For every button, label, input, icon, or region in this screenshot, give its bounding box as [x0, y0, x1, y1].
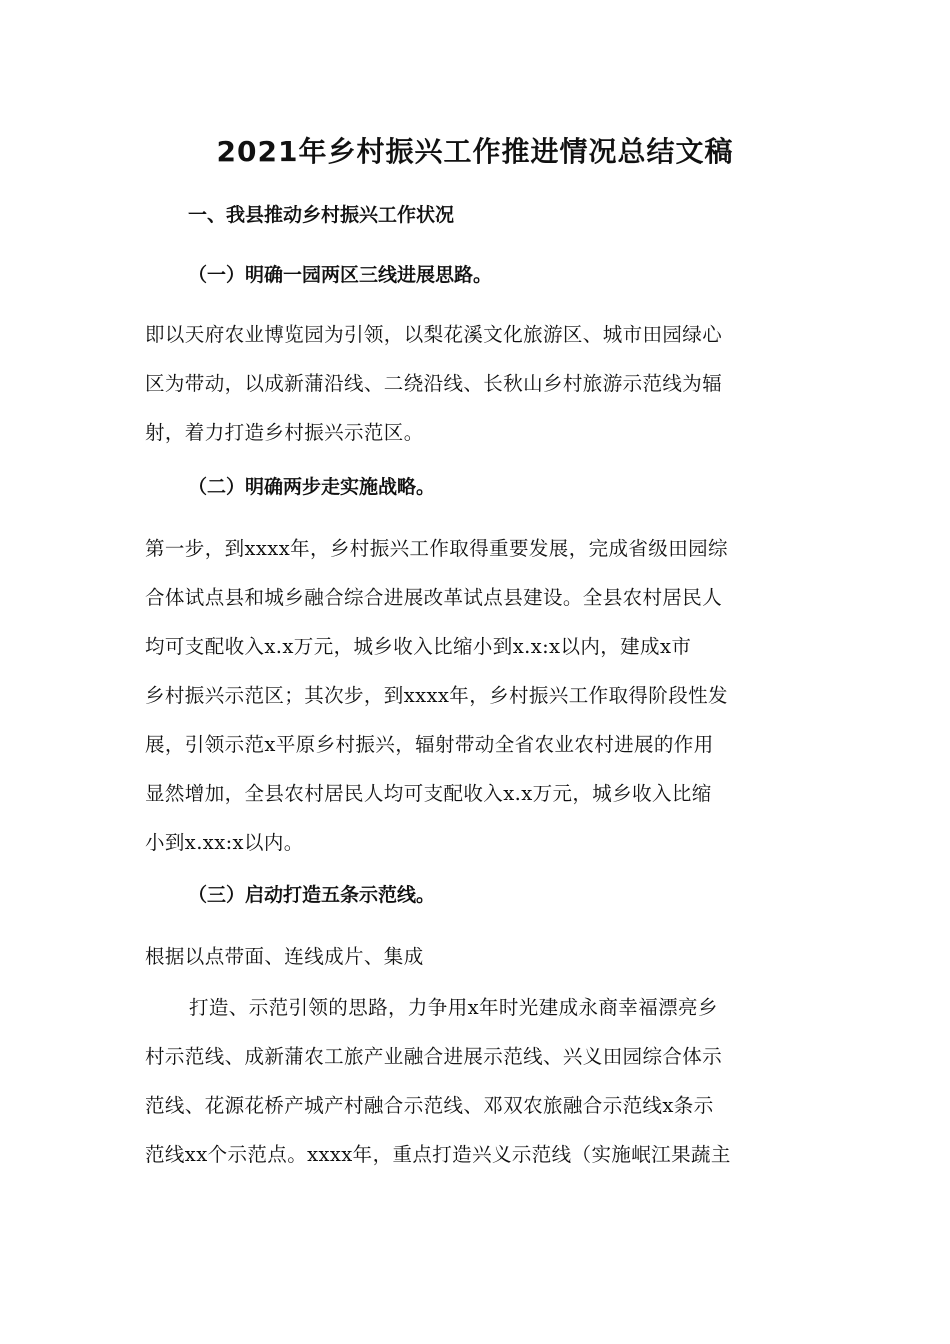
- paragraph-line: 第一步，到xxxx年，乡村振兴工作取得重要发展，完成省级田园综: [145, 537, 728, 560]
- paragraph-4: [145, 983, 815, 1179]
- paragraph-1: [145, 310, 815, 457]
- paragraph-line: 小到x.xx:x以内。: [145, 831, 304, 854]
- paragraph-line: 范线xx个示范点。xxxx年，重点打造兴义示范线（实施岷江果蔬主: [145, 1143, 731, 1166]
- subsection-heading-3: （三）启动打造五条示范线。: [188, 884, 436, 906]
- paragraph-3: [145, 932, 815, 981]
- paragraph-line: 显然增加，全县农村居民人均可支配收入x.x万元，城乡收入比缩: [145, 782, 712, 805]
- paragraph-line: 区为带动，以成新蒲沿线、二绕沿线、长秋山乡村旅游示范线为辐: [145, 372, 723, 395]
- paragraph-line: 展，引领示范x平原乡村振兴，辐射带动全省农业农村进展的作用: [145, 733, 714, 756]
- paragraph-line: 即以天府农业博览园为引领，以梨花溪文化旅游区、城市田园绿心: [145, 323, 723, 346]
- subsection-heading-1: （一）明确一园两区三线进展思路。: [188, 264, 493, 286]
- paragraph-line: 乡村振兴示范区；其次步，到xxxx年，乡村振兴工作取得阶段性发: [145, 684, 728, 707]
- paragraph-line: 根据以点带面、连线成片、集成: [145, 945, 424, 968]
- paragraph-line: 村示范线、成新蒲农工旅产业融合进展示范线、兴义田园综合体示: [145, 1045, 723, 1068]
- paragraph-line: 范线、花源花桥产城产村融合示范线、邓双农旅融合示范线x条示: [145, 1094, 714, 1117]
- paragraph-line: 合体试点县和城乡融合综合进展改革试点县建设。全县农村居民人: [145, 586, 723, 609]
- document-title: 2021年乡村振兴工作推进情况总结文稿: [216, 135, 734, 168]
- paragraph-2: [145, 524, 815, 867]
- paragraph-line: 射，着力打造乡村振兴示范区。: [145, 421, 424, 444]
- paragraph-line: 打造、示范引领的思路，力争用x年时光建成永商幸福漂亮乡: [189, 996, 718, 1019]
- subsection-heading-2: （二）明确两步走实施战略。: [188, 476, 436, 498]
- section-heading-1: 一、我县推动乡村振兴工作状况: [188, 204, 455, 226]
- paragraph-line: 均可支配收入x.x万元，城乡收入比缩小到x.x:x以内，建成x市: [145, 635, 692, 658]
